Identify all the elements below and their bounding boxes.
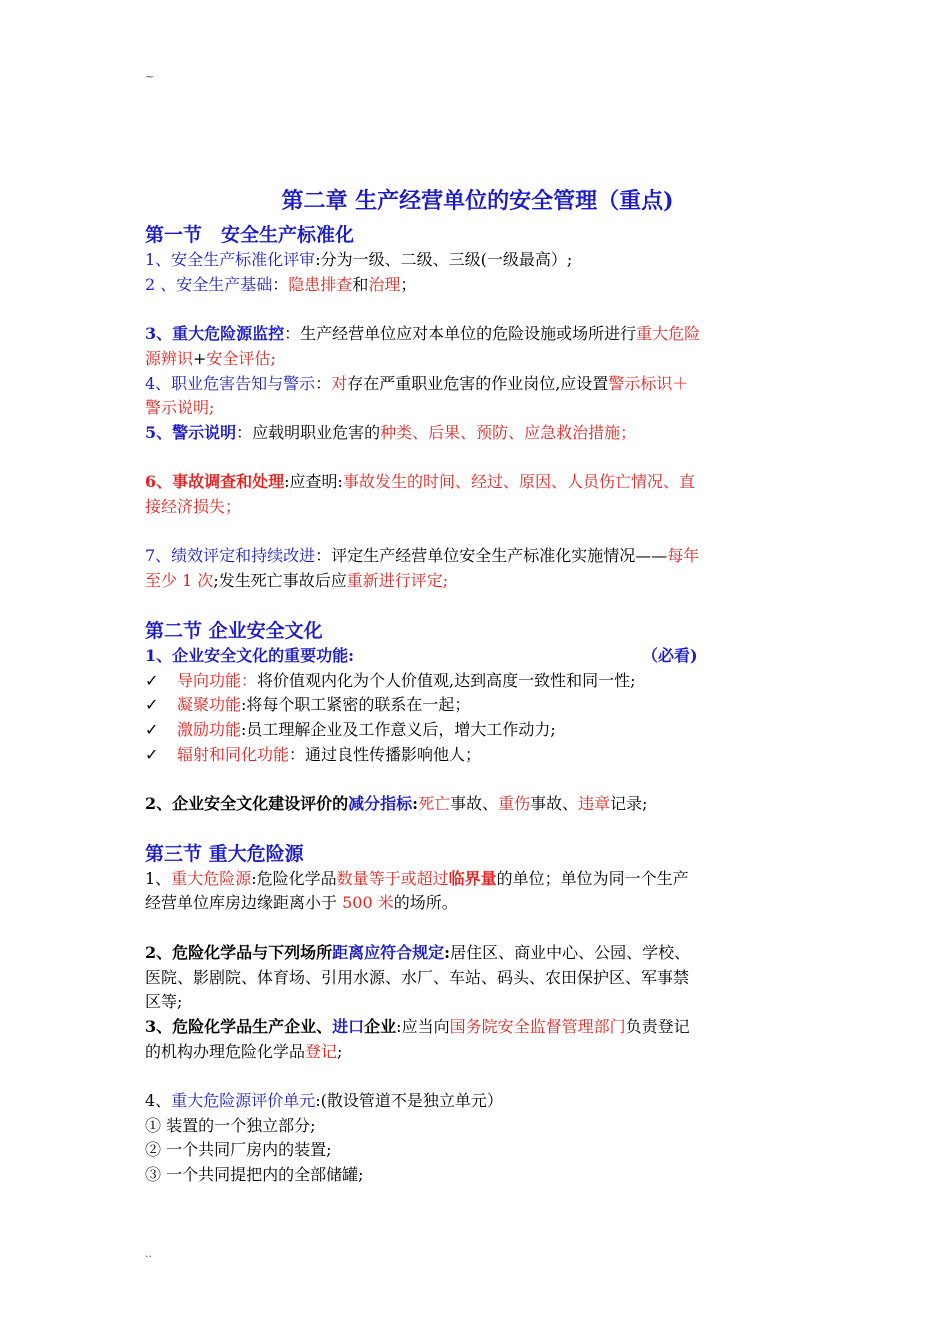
s1-item-7-text: ：评定生产经营单位安全生产标准化实施情况—— [315, 546, 668, 566]
s3-item-3-red-1: 国务院安全监督管理部门 [449, 1016, 626, 1036]
s1-item-7-mid: ;发生死亡事故后应 [213, 571, 347, 591]
s2-item-1 [145, 644, 810, 669]
s1-item-7 [145, 544, 810, 569]
s3-item-4 [145, 1089, 810, 1114]
s1-item-2-colon: ： [272, 274, 289, 294]
s1-item-2-end: ； [400, 274, 417, 294]
s3-item-4-t1: :(散设管道不是独立单元） [315, 1091, 503, 1110]
s2-item-2-t2: 事故、 [530, 794, 579, 813]
s1-item-2-red-1: 隐患排查 [288, 274, 353, 294]
s1-item-7-red-2: 重新进行评定 [346, 571, 443, 591]
s1-item-7-red-1a: 每年 [667, 546, 700, 566]
s1-item-4-colon: ： [315, 373, 332, 393]
s1-item-5-text: ：应载明职业危害的 [236, 422, 381, 442]
s2-check-3-colon: : [241, 719, 247, 739]
footer-mark: .. [145, 1247, 152, 1260]
s1-item-7-label: 7、绩效评定和持续改进 [145, 546, 316, 566]
section-2-heading: 第二节 企业安全文化 [145, 619, 323, 642]
s1-item-5-red: 种类、后果、预防、应急救治措施 [380, 422, 621, 442]
s2-item-2-red-2: 重伤 [498, 794, 531, 813]
s3-item-3-line2: 的机构办理危险化学品 [145, 1041, 306, 1061]
s1-item-6-red-1b: 接经济损失 [145, 497, 226, 516]
s1-item-4-red-1b: 警示说明 [145, 398, 210, 418]
s3-item-3-red-2: 登记 [305, 1041, 338, 1061]
s3-item-1-t2: 的单位；单位为同一个生产 [496, 868, 689, 888]
s3-item-1-line2b: 的场所。 [393, 893, 458, 913]
s1-item-6-text: :应查明: [284, 472, 343, 492]
s3-item-3-t1: 负责登记 [625, 1016, 690, 1036]
s3-item-2-colon: : [444, 942, 451, 962]
s3-item-2-line3: 区等; [145, 992, 183, 1012]
s3-item-2-line2: 医院、影剧院、体育场、引用水源、水厂、车站、码头、农田保护区、军事禁 [145, 967, 690, 987]
s2-item-2-red-1: 死亡 [418, 794, 451, 813]
s1-item-4-text: 存在严重职业危害的作业岗位,应设置 [347, 373, 609, 393]
s2-item-2-label: 2、企业安全文化建设评价的 [145, 794, 349, 813]
s2-check-2-text: 将每个职工紧密的联系在一起； [246, 695, 471, 715]
s1-item-3-label: 3、重大危险源监控 [145, 324, 285, 344]
s3-item-3-cont [145, 1040, 810, 1065]
s3-item-2-t1: 居住区、商业中心、公园、学校、 [450, 942, 691, 962]
s2-check-1-text: 将价值观内化为个人价值观,达到高度一致性和同一性; [257, 670, 636, 690]
s1-item-5-end: ； [620, 422, 637, 442]
s3-item-1-label: 重大危险源 [171, 868, 252, 888]
s2-check-2-colon: : [241, 695, 247, 715]
document-body [145, 180, 810, 1188]
header-mark: ~ [145, 70, 155, 83]
s3-item-4-sub-1: ① 装置的一个独立部分; [145, 1115, 316, 1135]
s2-item-2-t3: 记录; [610, 794, 648, 813]
s1-item-3-red-1b: 源辨识 [145, 348, 194, 368]
s2-check-3-text: 员工理解企业及工作意义后，增大工作动力; [246, 719, 556, 739]
s3-item-2-blue: 距离应符合规定 [332, 942, 445, 962]
s1-item-6-red-1a: 事故发生的时间、经过、原因、人员伤亡情况、直 [342, 472, 695, 492]
s1-item-3-plus: + [193, 348, 207, 368]
s1-item-4-end: ; [209, 398, 215, 418]
s1-item-3-text: ：生产经营单位应对本单位的危险设施或场所进行 [284, 324, 637, 344]
s1-item-4-red-0: 对 [331, 373, 348, 393]
s1-item-3 [145, 322, 810, 347]
s2-check-2 [145, 693, 810, 718]
s2-check-3-label: 激励功能 [177, 719, 242, 739]
s3-item-4-number: 4、 [145, 1091, 172, 1110]
s2-item-2-colon: : [412, 794, 419, 813]
s1-item-1-label: 1、安全生产标准化评审 [145, 250, 316, 269]
s3-item-1-red-3: 500 米 [342, 893, 394, 913]
s2-check-1-label: 导向功能 [177, 670, 242, 690]
s3-item-3-end: ; [337, 1041, 343, 1061]
check-icon: ✓ [145, 695, 159, 715]
s2-check-4-colon: ： [289, 744, 306, 764]
section-1-heading: 第一节 安全生产标准化 [145, 224, 355, 246]
section-3-heading: 第三节 重大危险源 [145, 842, 304, 865]
s1-item-7-cont [145, 569, 810, 594]
s2-item-1-label: 1、企业安全文化的重要功能: [145, 645, 355, 665]
s1-item-6-end: ； [225, 497, 242, 516]
s2-item-2-blue: 减分指标 [348, 794, 413, 813]
s1-item-3-red-1a: 重大危险 [636, 324, 701, 344]
s1-item-3-red-2: 安全评估 [206, 348, 271, 368]
s2-check-4 [145, 743, 810, 768]
s3-item-4-label: 重大危险源评价单元 [171, 1091, 316, 1110]
s3-item-3-colon: :应当向 [396, 1016, 450, 1036]
s1-item-7-end: ; [442, 571, 449, 591]
s1-item-2 [145, 273, 810, 298]
s1-item-4-cont [145, 396, 810, 421]
s3-item-1-cont [145, 891, 810, 916]
s2-check-1-colon: ： [241, 670, 258, 690]
s1-item-2-red-2: 治理 [368, 274, 401, 294]
s1-item-3-end: ; [270, 348, 276, 368]
s3-item-2 [145, 941, 810, 966]
s3-item-1-line2a: 经营单位库房边缘距离小于 [145, 893, 343, 913]
s1-item-4-red-1a: 警示标识＋ [608, 373, 689, 393]
s1-item-7-red-1b: 至少 1 次 [145, 571, 214, 591]
s1-item-4-label: 4、职业危害告知与警示 [145, 373, 316, 393]
s2-item-2-red-3: 违章 [578, 794, 611, 813]
s2-item-1-note: （必看) [642, 645, 698, 665]
s2-item-2 [145, 792, 810, 817]
s1-item-6-label: 6、事故调查和处理 [145, 472, 285, 492]
s2-item-2-t1: 事故、 [450, 794, 499, 813]
s2-check-1 [145, 669, 810, 694]
check-icon: ✓ [145, 670, 159, 690]
s3-item-1 [145, 867, 810, 892]
s3-item-3-blue: 进口 [332, 1016, 365, 1036]
s1-item-2-and: 和 [352, 274, 369, 294]
s1-item-1 [145, 248, 810, 273]
s2-check-4-text: 通过良性传播影响他人； [305, 744, 482, 764]
s3-item-1-number: 1、 [145, 868, 172, 888]
s3-item-3-label: 3、危险化学品生产企业、 [145, 1016, 333, 1036]
s3-item-4-sub-3: ③ 一个共同提把内的全部储罐; [145, 1165, 364, 1185]
s3-item-3-label2: 企业 [364, 1016, 397, 1036]
s2-check-2-label: 凝聚功能 [177, 695, 242, 715]
check-icon: ✓ [145, 744, 159, 764]
s3-item-4-sub-2: ② 一个共同厂房内的装置; [145, 1140, 332, 1160]
s3-item-1-red-1: 数量等于或超过 [336, 868, 449, 888]
s2-check-3 [145, 718, 810, 743]
s3-item-1-red-2: 临界量 [448, 868, 497, 888]
s1-item-5 [145, 421, 810, 446]
s1-item-6 [145, 470, 810, 495]
s1-item-5-label: 5、警示说明 [145, 422, 237, 442]
s3-item-3 [145, 1015, 810, 1040]
s1-item-1-text: :分为一级、二级、三级(一级最高）; [315, 250, 573, 269]
s1-item-4 [145, 372, 810, 397]
s1-item-2-label: 2 、安全生产基础 [145, 274, 273, 294]
s3-item-2-label: 2、危险化学品与下列场所 [145, 942, 333, 962]
s1-item-3-cont [145, 347, 810, 372]
check-icon: ✓ [145, 719, 159, 739]
s2-check-4-label: 辐射和同化功能 [177, 744, 290, 764]
s1-item-6-cont [145, 495, 810, 520]
s3-item-1-t1: :危险化学品 [251, 868, 337, 888]
chapter-title: 第二章 生产经营单位的安全管理（重点) [281, 188, 674, 214]
